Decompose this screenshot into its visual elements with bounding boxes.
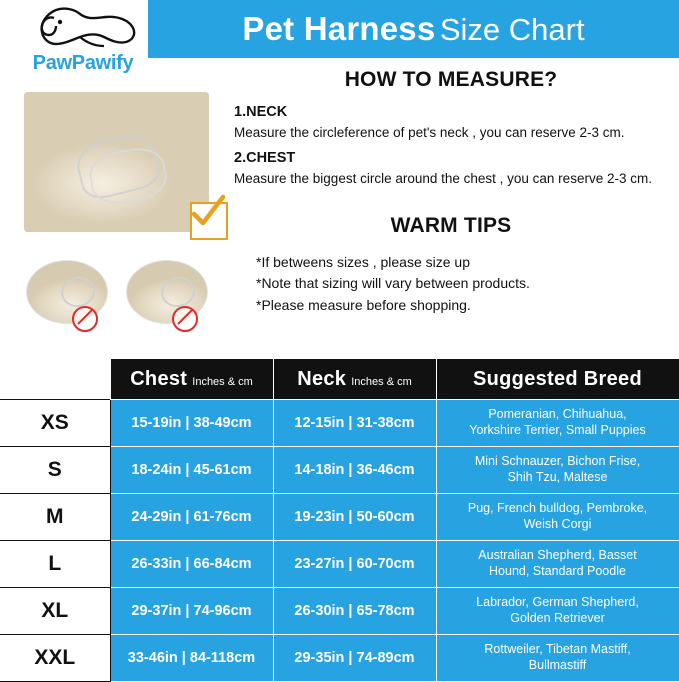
row-chest: 15-19in | 38-49cm bbox=[110, 400, 273, 447]
table-row bbox=[0, 447, 679, 494]
prohibited-icon bbox=[72, 306, 98, 332]
prohibited-icon bbox=[172, 306, 198, 332]
row-breed: Pug, French bulldog, Pembroke, Weish Corgi bbox=[436, 494, 679, 541]
warm-tip-2: *Note that sizing will vary between products. bbox=[256, 275, 530, 292]
table-header-row bbox=[0, 359, 679, 400]
table-header-breed bbox=[436, 359, 679, 400]
table-body bbox=[0, 400, 679, 682]
row-neck: 12-15in | 31-38cm bbox=[273, 400, 436, 447]
warm-tips-heading: WARM TIPS bbox=[390, 213, 512, 237]
warm-tip-3: *Please measure before shopping. bbox=[256, 297, 471, 314]
warm-tips-list bbox=[228, 252, 674, 317]
page-title bbox=[148, 0, 679, 58]
row-size: M bbox=[0, 494, 110, 541]
row-breed: Australian Shepherd, Basset Hound, Standard Poodle bbox=[436, 541, 679, 588]
table-header-size bbox=[0, 359, 110, 400]
dog-head-icon bbox=[34, 4, 138, 52]
table-header-neck-label: Neck bbox=[297, 367, 347, 390]
page-title-bold: Pet Harness bbox=[242, 10, 436, 47]
harness-strap-icon bbox=[158, 274, 197, 310]
row-size: XXL bbox=[0, 635, 110, 682]
table-row bbox=[0, 588, 679, 635]
instructions-column bbox=[228, 68, 674, 317]
orange-check-icon bbox=[186, 192, 228, 234]
brand-logo bbox=[18, 4, 148, 90]
row-size: L bbox=[0, 541, 110, 588]
warm-tip-1: *If betweens sizes , please size up bbox=[256, 253, 471, 270]
how-to-measure-heading: HOW TO MEASURE? bbox=[344, 68, 558, 91]
row-chest: 29-37in | 74-96cm bbox=[110, 588, 273, 635]
row-chest: 24-29in | 61-76cm bbox=[110, 494, 273, 541]
table-header-breed-label: Suggested Breed bbox=[473, 367, 642, 390]
row-neck: 23-27in | 60-70cm bbox=[273, 541, 436, 588]
page-title-light: Size Chart bbox=[439, 12, 585, 47]
row-breed: Pomeranian, Chihuahua, Yorkshire Terrier, Small Puppies bbox=[436, 400, 679, 447]
harness-strap-icon bbox=[58, 274, 97, 310]
row-neck: 14-18in | 36-46cm bbox=[273, 447, 436, 494]
row-size: S bbox=[0, 447, 110, 494]
measure-step-1-text: Measure the circleference of pet's neck , you can reserve 2-3 cm. bbox=[234, 125, 625, 140]
brand-name: PawPawify bbox=[32, 52, 134, 74]
measure-steps bbox=[228, 104, 674, 188]
dog-photo-correct bbox=[24, 92, 209, 232]
header-banner bbox=[148, 0, 679, 58]
measure-illustration bbox=[10, 92, 220, 342]
table-header-neck-units: Inches & cm bbox=[351, 375, 412, 388]
row-chest: 26-33in | 66-84cm bbox=[110, 541, 273, 588]
size-table bbox=[0, 358, 679, 682]
row-neck: 19-23in | 50-60cm bbox=[273, 494, 436, 541]
table-row bbox=[0, 635, 679, 682]
row-breed: Mini Schnauzer, Bichon Frise, Shih Tzu, Maltese bbox=[436, 447, 679, 494]
table-row bbox=[0, 541, 679, 588]
row-neck: 29-35in | 74-89cm bbox=[273, 635, 436, 682]
table-header-chest bbox=[110, 359, 273, 400]
table-header-chest-units: Inches & cm bbox=[192, 375, 253, 388]
row-size: XL bbox=[0, 588, 110, 635]
row-neck: 26-30in | 65-78cm bbox=[273, 588, 436, 635]
row-breed: Rottweiler, Tibetan Mastiff, Bullmastiff bbox=[436, 635, 679, 682]
row-chest: 18-24in | 45-61cm bbox=[110, 447, 273, 494]
measure-step-2-text: Measure the biggest circle around the chest , you can reserve 2-3 cm. bbox=[234, 170, 652, 186]
table-header-neck bbox=[273, 359, 436, 400]
table-header-chest-label: Chest bbox=[130, 367, 188, 390]
measure-step-1-title: 1.NECK bbox=[234, 104, 288, 120]
row-chest: 33-46in | 84-118cm bbox=[110, 635, 273, 682]
table-row bbox=[0, 400, 679, 447]
row-breed: Labrador, German Shepherd, Golden Retriever bbox=[436, 588, 679, 635]
measure-step-2-title: 2.CHEST bbox=[234, 149, 296, 166]
row-size: XS bbox=[0, 400, 110, 447]
table-row bbox=[0, 494, 679, 541]
